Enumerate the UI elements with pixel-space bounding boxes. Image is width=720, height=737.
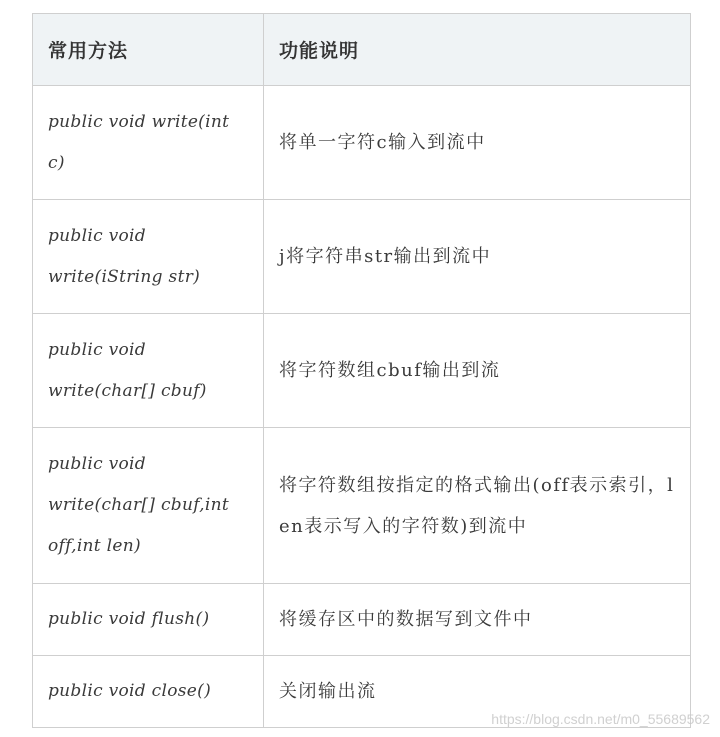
method-table — [32, 13, 691, 728]
method-cell: public void write(int c) — [33, 86, 264, 200]
table-row — [33, 200, 691, 314]
method-cell: public void flush() — [33, 584, 264, 656]
table-header-row — [33, 14, 691, 86]
method-cell: public void write(char[] cbuf) — [33, 314, 264, 428]
method-cell: public void write(iString str) — [33, 200, 264, 314]
header-description: 功能说明 — [264, 14, 691, 86]
method-cell: public void write(char[] cbuf,int off,int len) — [33, 428, 264, 584]
table-row — [33, 584, 691, 656]
description-cell: 将字符数组cbuf输出到流 — [264, 314, 691, 428]
method-cell: public void close() — [33, 656, 264, 728]
description-cell: 将单一字符c输入到流中 — [264, 86, 691, 200]
method-table-container — [32, 13, 690, 728]
description-cell: 关闭输出流 — [264, 656, 691, 728]
description-cell: 将缓存区中的数据写到文件中 — [264, 584, 691, 656]
watermark: https://blog.csdn.net/m0_55689562 — [491, 711, 710, 727]
table-row — [33, 314, 691, 428]
description-cell: 将字符数组按指定的格式输出(off表示索引，len表示写入的字符数)到流中 — [264, 428, 691, 584]
table-row — [33, 428, 691, 584]
description-cell: j将字符串str输出到流中 — [264, 200, 691, 314]
header-method: 常用方法 — [33, 14, 264, 86]
table-row — [33, 86, 691, 200]
